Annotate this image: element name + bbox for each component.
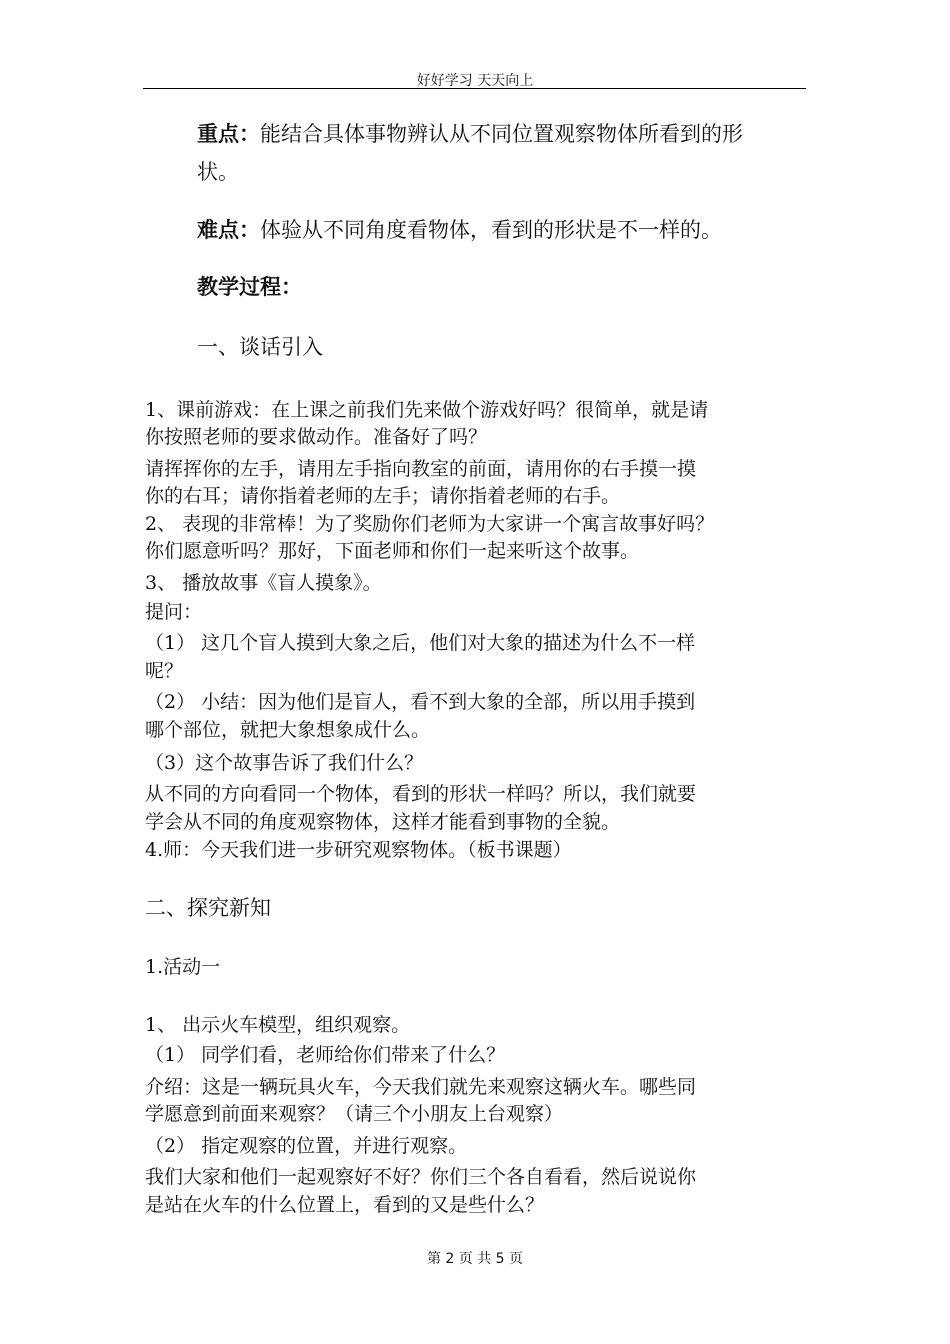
body-line: 你按照老师的要求做动作。准备好了吗？ [145, 426, 488, 448]
activity-line: 1、 出示火车模型，组织观察。 [145, 1014, 411, 1036]
body-line: 你们愿意听吗？那好，下面老师和你们一起来听这个故事。 [145, 540, 640, 562]
body-line: （1） 这几个盲人摸到大象之后，他们对大象的描述为什么不一样 [145, 632, 696, 654]
part1-title: 一、谈话引入 [197, 335, 323, 359]
key-point-label: 重点： [197, 121, 260, 146]
page-header: 好好学习 天天向上 [416, 73, 534, 89]
difficulty-label: 难点： [197, 217, 260, 242]
key-point-line2: 状。 [197, 160, 239, 184]
activity-line: （2） 指定观察的位置，并进行观察。 [145, 1135, 468, 1157]
page-footer: 第 2 页 共 5 页 [426, 1251, 524, 1267]
body-line: 4.师：今天我们进一步研究观察物体。（板书课题） [145, 839, 572, 861]
activity-line: 是站在火车的什么位置上，看到的又是些什么？ [145, 1194, 545, 1216]
part2-title: 二、探究新知 [145, 896, 271, 920]
body-line: 请挥挥你的左手，请用左手指向教室的前面，请用你的右手摸一摸 [145, 458, 697, 480]
difficulty-text: 体验从不同角度看物体，看到的形状是不一样的。 [260, 218, 722, 242]
activity-line: （1） 同学们看，老师给你们带来了什么？ [145, 1044, 506, 1066]
body-line: 你的右耳；请你指着老师的左手；请你指着老师的右手。 [145, 485, 621, 507]
process-title: 教学过程： [197, 274, 302, 299]
body-line: 2、 表现的非常棒！为了奖励你们老师为大家讲一个寓言故事好吗？ [145, 513, 715, 535]
body-line: （3）这个故事告诉了我们什么？ [145, 752, 424, 774]
key-point-line1 [197, 122, 743, 146]
body-line: 学会从不同的角度观察物体，这样才能看到事物的全貌。 [145, 811, 621, 833]
body-line: 哪个部位，就把大象想象成什么。 [145, 719, 431, 741]
activity-line: 学愿意到前面来观察？（请三个小朋友上台观察） [145, 1103, 564, 1125]
body-line: 3、 播放故事《盲人摸象》。 [145, 572, 382, 594]
body-line: （2） 小结：因为他们是盲人，看不到大象的全部，所以用手摸到 [145, 691, 696, 713]
difficulty-line [197, 218, 722, 242]
activity-line: 我们大家和他们一起观察好不好？你们三个各自看看，然后说说你 [145, 1166, 697, 1188]
body-line: 提问： [145, 601, 203, 623]
activity-title: 1.活动一 [145, 956, 221, 978]
header-rule [143, 88, 806, 89]
key-point-text: 能结合具体事物辨认从不同位置观察物体所看到的形 [260, 122, 743, 146]
body-line: 呢？ [145, 660, 184, 682]
body-line: 从不同的方向看同一个物体，看到的形状一样吗？所以，我们就要 [145, 783, 697, 805]
activity-line: 介绍：这是一辆玩具火车，今天我们就先来观察这辆火车。哪些同 [145, 1076, 697, 1098]
body-line: 1、课前游戏：在上课之前我们先来做个游戏好吗？很简单，就是请 [145, 399, 709, 421]
